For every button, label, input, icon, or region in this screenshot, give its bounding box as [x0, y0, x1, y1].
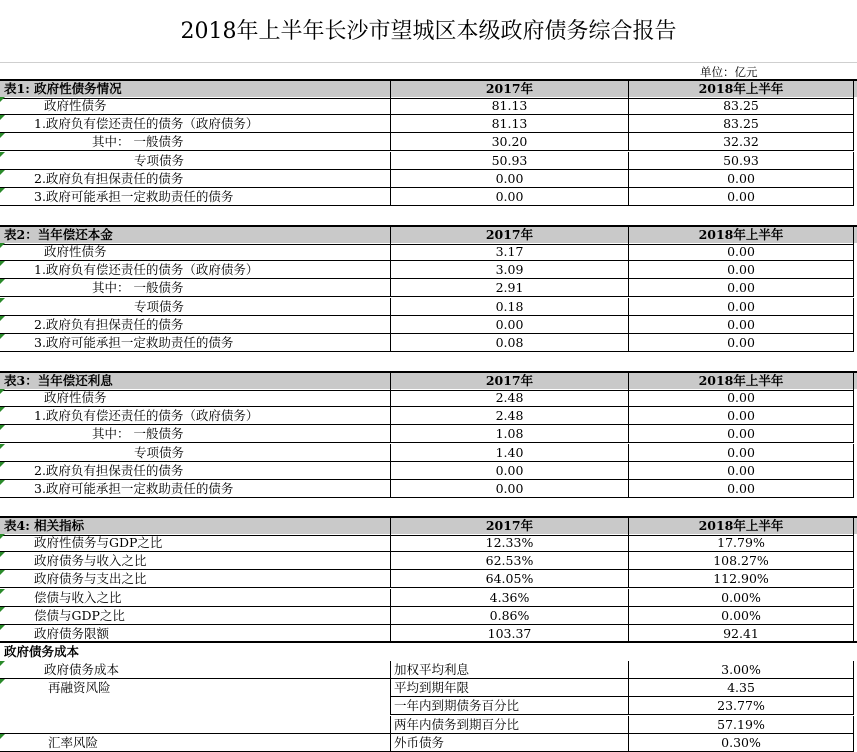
row-label: 2.政府负有担保责任的债务 — [0, 170, 390, 188]
table-row — [0, 462, 857, 480]
value-2017: 81.13 — [390, 97, 628, 115]
table-header-title: 表2：当年偿还本金 — [0, 227, 390, 245]
cost-row — [0, 679, 857, 697]
table-header-title: 表3：当年偿还利息 — [0, 373, 390, 391]
row-label: 1.政府负有偿还责任的债务（政府债务） — [0, 261, 390, 279]
row-label: 3.政府可能承担一定救助责任的债务 — [0, 188, 390, 206]
cost-section-header: 政府债务成本 — [0, 641, 857, 661]
table-row — [0, 316, 857, 334]
table-row — [0, 298, 857, 316]
value-2018h1: 108.27% — [628, 552, 854, 570]
cost-item: 平均到期年限 — [390, 679, 628, 697]
value-2017: 64.05% — [390, 570, 628, 588]
row-label: 专项债务 — [0, 298, 390, 316]
value-2018h1: 0.00% — [628, 589, 854, 607]
table-row — [0, 261, 857, 279]
value-2018h1: 83.25 — [628, 97, 854, 115]
value-2017: 3.17 — [390, 243, 628, 261]
value-2018h1: 0.00 — [628, 462, 854, 480]
value-2018h1: 0.00 — [628, 298, 854, 316]
value-2018h1: 17.79% — [628, 534, 854, 552]
unit-label: 单位：亿元 — [700, 65, 758, 79]
row-label: 1.政府负有偿还责任的债务（政府债务） — [0, 115, 390, 133]
value-2017: 50.93 — [390, 152, 628, 170]
value-2017: 2.48 — [390, 389, 628, 407]
value-2017: 12.33% — [390, 534, 628, 552]
table-row — [0, 425, 857, 443]
value-2017: 4.36% — [390, 589, 628, 607]
value-2018h1: 0.00 — [628, 444, 854, 462]
table-row — [0, 152, 857, 170]
value-2017: 1.40 — [390, 444, 628, 462]
value-2017: 81.13 — [390, 115, 628, 133]
cost-category — [0, 697, 390, 715]
table-row — [0, 97, 857, 115]
value-2018h1: 0.00% — [628, 607, 854, 625]
row-label: 专项债务 — [0, 152, 390, 170]
table-3-header — [0, 371, 857, 389]
table-row — [0, 607, 857, 625]
value-2018h1: 0.00 — [628, 389, 854, 407]
value-2018h1: 0.00 — [628, 261, 854, 279]
value-2017: 1.08 — [390, 425, 628, 443]
value-2017: 2.48 — [390, 407, 628, 425]
value-2018h1: 0.00 — [628, 170, 854, 188]
value-2017: 3.09 — [390, 261, 628, 279]
row-label: 政府债务限额 — [0, 625, 390, 643]
value-2018h1: 0.00 — [628, 188, 854, 206]
table-row — [0, 589, 857, 607]
table-4-header — [0, 516, 857, 534]
value-2018h1: 0.00 — [628, 243, 854, 261]
value-2018h1: 50.93 — [628, 152, 854, 170]
table-row — [0, 279, 857, 297]
value-2018h1: 0.00 — [628, 334, 854, 352]
value-2018h1: 32.32 — [628, 133, 854, 151]
row-label: 专项债务 — [0, 444, 390, 462]
value-2017: 30.20 — [390, 133, 628, 151]
report-title: 2018年上半年长沙市望城区本级政府债务综合报告 — [0, 0, 857, 63]
row-label: 政府性债务与GDP之比 — [0, 534, 390, 552]
table-row — [0, 170, 857, 188]
column-header-2017: 2017年 — [390, 373, 628, 391]
column-header-2017: 2017年 — [390, 518, 628, 536]
table-row — [0, 243, 857, 261]
row-label: 2.政府负有担保责任的债务 — [0, 462, 390, 480]
table-1-header — [0, 79, 857, 97]
table-2-header — [0, 225, 857, 243]
cost-category: 汇率风险 — [0, 734, 390, 752]
column-header-2017: 2017年 — [390, 227, 628, 245]
row-label: 政府性债务 — [0, 243, 390, 261]
row-label: 政府性债务 — [0, 389, 390, 407]
value-2018h1: 112.90% — [628, 570, 854, 588]
cost-item: 一年内到期债务百分比 — [390, 697, 628, 715]
value-2018h1: 0.00 — [628, 407, 854, 425]
value-2018h1: 92.41 — [628, 625, 854, 643]
value-2017: 0.00 — [390, 188, 628, 206]
table-row — [0, 115, 857, 133]
row-label: 政府性债务 — [0, 97, 390, 115]
value-2018h1: 0.00 — [628, 279, 854, 297]
value-2017: 62.53% — [390, 552, 628, 570]
value-2017: 0.18 — [390, 298, 628, 316]
value-2017: 0.00 — [390, 170, 628, 188]
table-row — [0, 570, 857, 588]
value-2017: 2.91 — [390, 279, 628, 297]
cost-item: 两年内债务到期百分比 — [390, 716, 628, 734]
column-header-2017: 2017年 — [390, 81, 628, 99]
table-row — [0, 444, 857, 462]
column-header-2018h1: 2018年上半年 — [628, 81, 854, 99]
row-label: 政府债务与收入之比 — [0, 552, 390, 570]
cost-row — [0, 661, 857, 679]
value-2017: 0.00 — [390, 462, 628, 480]
cost-row — [0, 697, 857, 715]
row-label: 其中： 一般债务 — [0, 425, 390, 443]
cost-row — [0, 716, 857, 734]
value-2018h1: 0.00 — [628, 316, 854, 334]
row-label: 2.政府负有担保责任的债务 — [0, 316, 390, 334]
table-row — [0, 334, 857, 352]
row-label: 3.政府可能承担一定救助责任的债务 — [0, 480, 390, 498]
cost-category: 再融资风险 — [0, 679, 390, 697]
cost-row — [0, 734, 857, 752]
table-header-title: 表4: 相关指标 — [0, 518, 390, 536]
cost-item: 加权平均利息 — [390, 661, 628, 679]
cost-value: 57.19% — [628, 716, 854, 734]
table-row — [0, 407, 857, 425]
cost-category — [0, 716, 390, 734]
cost-item: 外币债务 — [390, 734, 628, 752]
table-header-title: 表1: 政府性债务情况 — [0, 81, 390, 99]
value-2018h1: 83.25 — [628, 115, 854, 133]
cost-value: 3.00% — [628, 661, 854, 679]
table-row — [0, 188, 857, 206]
table-row — [0, 389, 857, 407]
value-2018h1: 0.00 — [628, 425, 854, 443]
value-2018h1: 0.00 — [628, 480, 854, 498]
value-2017: 0.00 — [390, 316, 628, 334]
row-label: 1.政府负有偿还责任的债务（政府债务） — [0, 407, 390, 425]
table-row — [0, 534, 857, 552]
cost-value: 23.77% — [628, 697, 854, 715]
row-label: 政府债务与支出之比 — [0, 570, 390, 588]
row-label: 其中： 一般债务 — [0, 279, 390, 297]
table-row — [0, 552, 857, 570]
value-2017: 103.37 — [390, 625, 628, 643]
row-label: 偿债与GDP之比 — [0, 607, 390, 625]
column-header-2018h1: 2018年上半年 — [628, 373, 854, 391]
row-label: 其中： 一般债务 — [0, 133, 390, 151]
cost-category: 政府债务成本 — [0, 661, 390, 679]
row-label: 3.政府可能承担一定救助责任的债务 — [0, 334, 390, 352]
column-header-2018h1: 2018年上半年 — [628, 518, 854, 536]
value-2017: 0.08 — [390, 334, 628, 352]
cost-value: 4.35 — [628, 679, 854, 697]
row-label: 偿债与收入之比 — [0, 589, 390, 607]
column-header-2018h1: 2018年上半年 — [628, 227, 854, 245]
table-row — [0, 480, 857, 498]
value-2017: 0.86% — [390, 607, 628, 625]
value-2017: 0.00 — [390, 480, 628, 498]
cost-value: 0.30% — [628, 734, 854, 752]
table-row — [0, 133, 857, 151]
